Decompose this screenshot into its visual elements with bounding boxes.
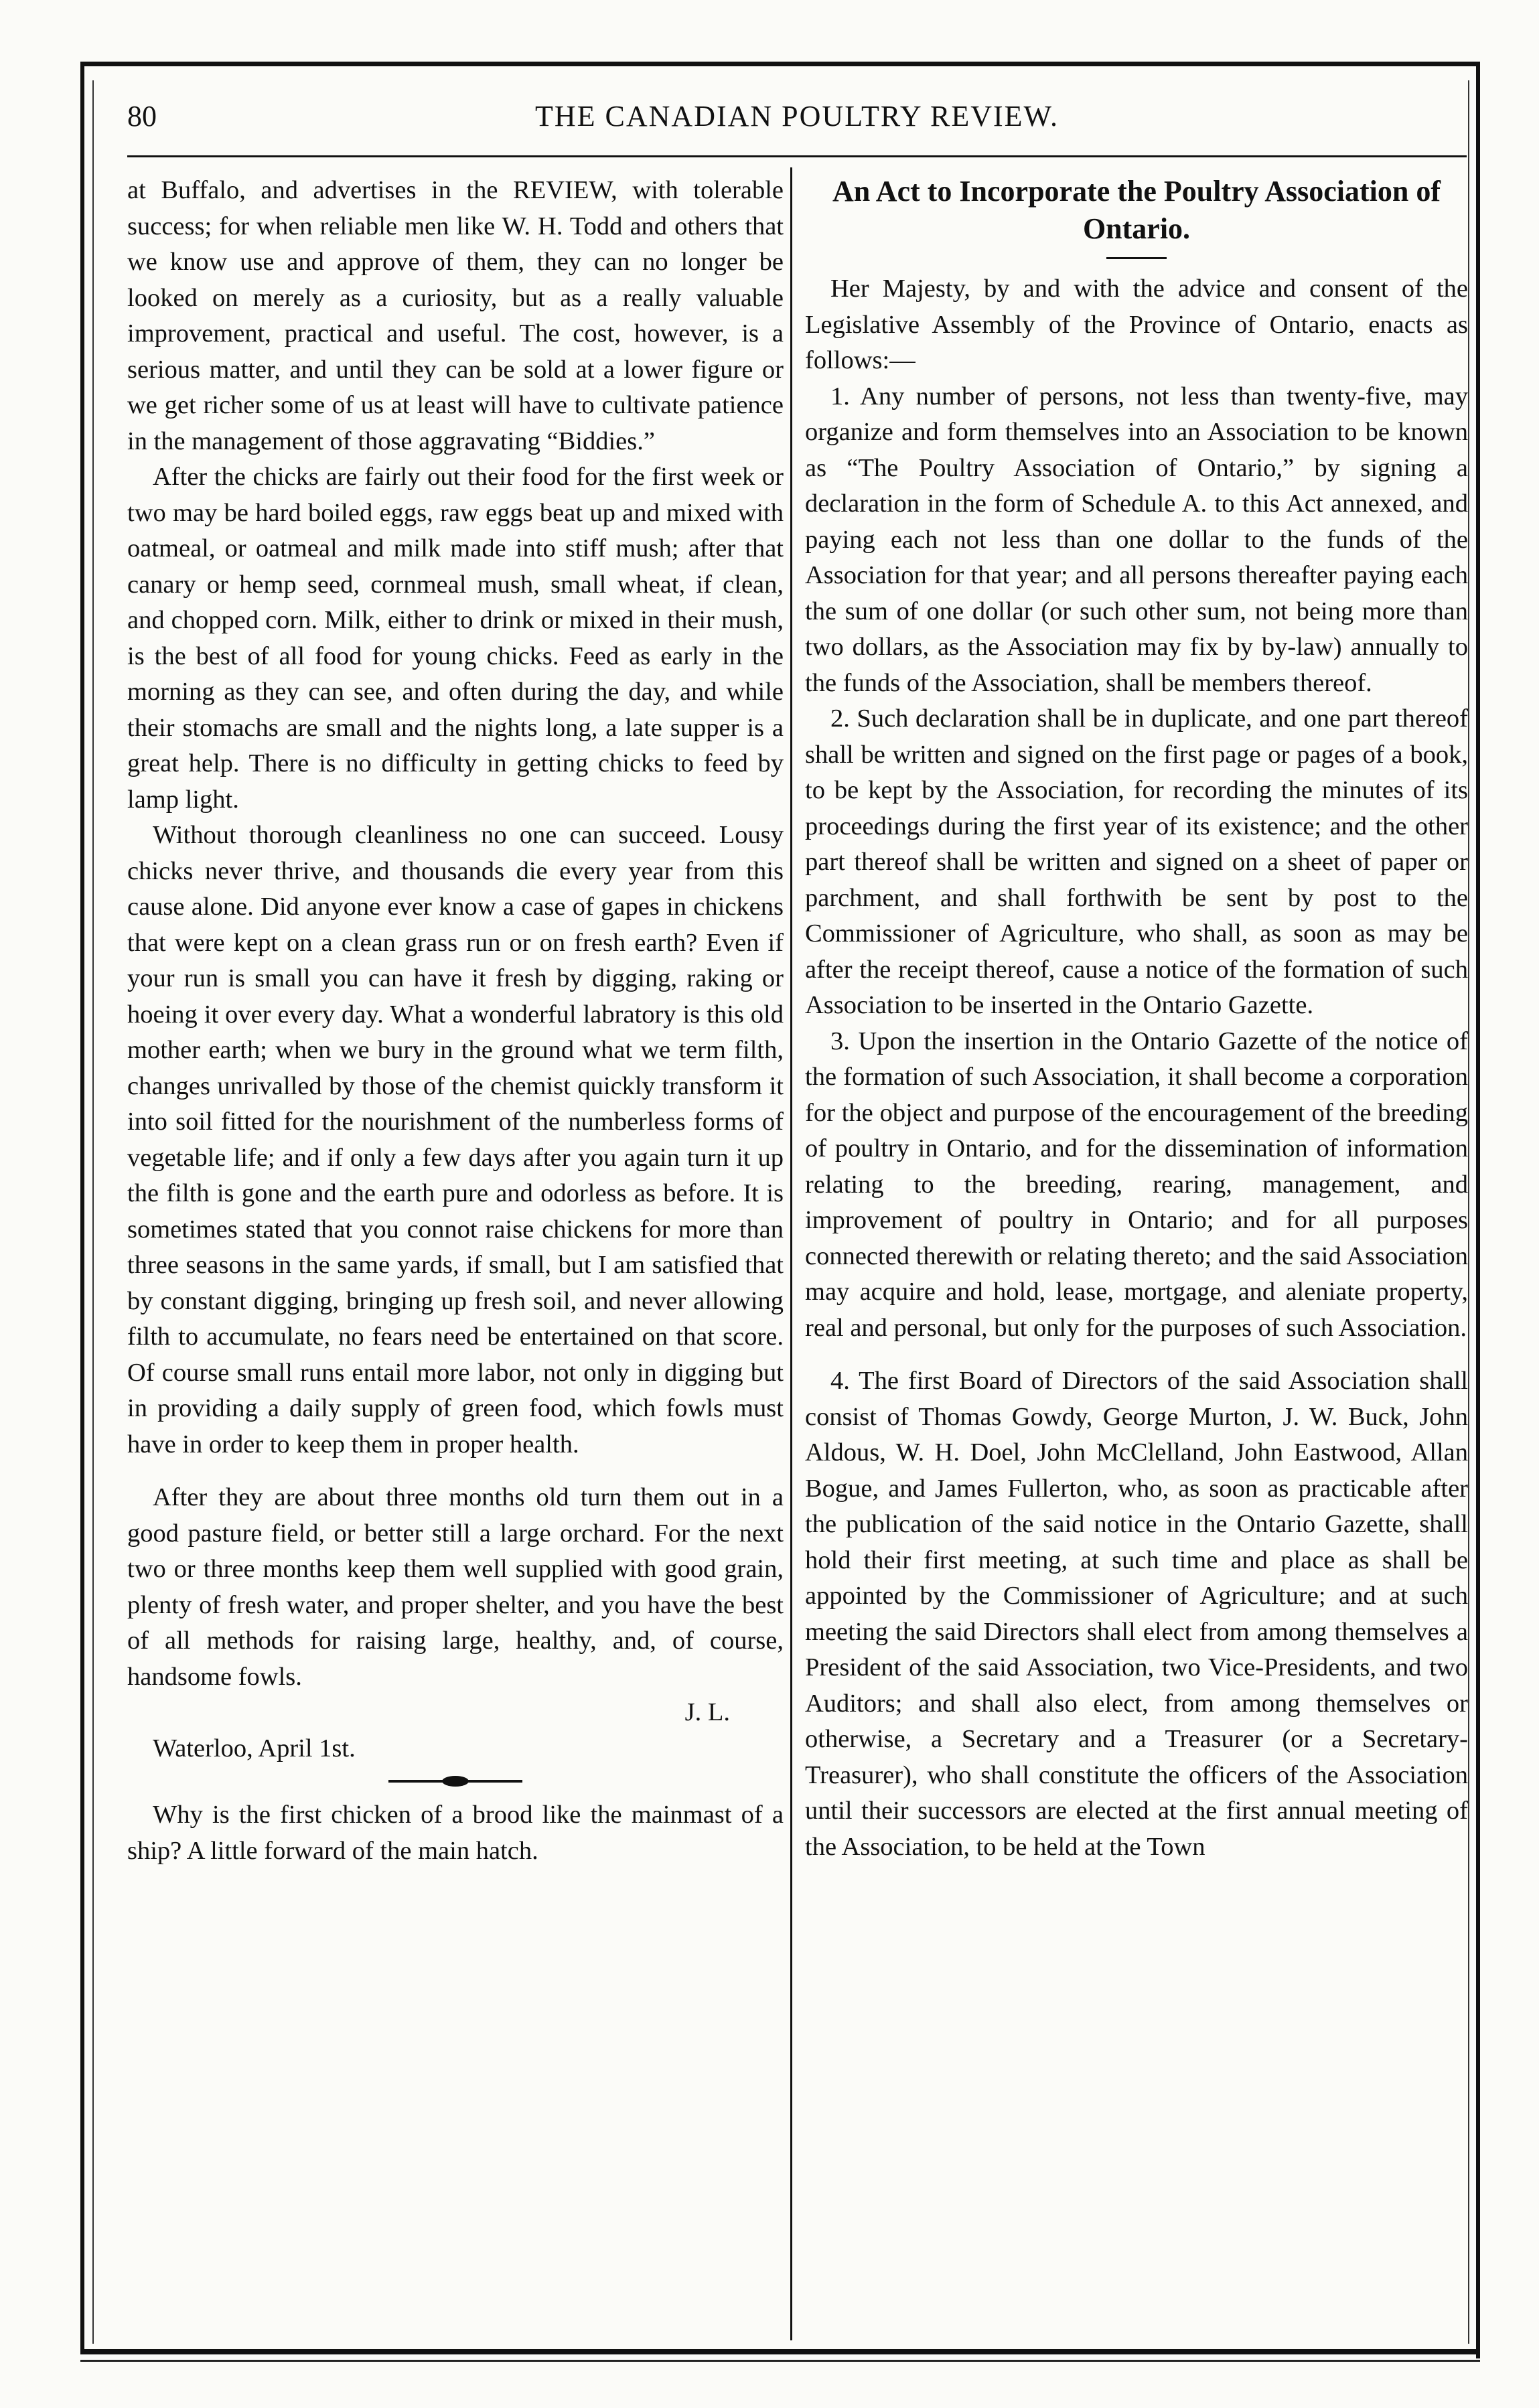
bottom-border-rule: [80, 2349, 1480, 2354]
riddle-paragraph: Why is the first chicken of a brood like the mainmast of a ship? A little forward of the main hatch.: [127, 1801, 784, 1865]
left-border-rule: [80, 62, 84, 2352]
article-paragraph: Without thorough cleanliness no one can succeed. Lousy chicks never thrive, and thousands die every year from this cause alone. Did anyone ever know a case of gapes in chickens that were kept on a clean grass run or on fresh earth? Even if your run is small you can have it fresh by digging, raking or hoeing it over every day. What a wonderful labratory is this old mother earth; when we bury in the ground what we term filth, changes unrivalled by those of the chemist quickly transform it into soil fitted for the nourishment of the numberless forms of vegetable life; and if only a few days after you again turn it up the filth is gone and the earth pure and odorless as before. It is sometimes stated that you connot raise chickens for more than three seasons in the same yards, if small, but I am satisfied that by constant digging, bringing up fresh soil, and never allowing filth to accumulate, no fears need be entertained on that score. Of course small runs entail more labor, not only in digging but in providing a daily supply of green food, which fowls must have in order to keep them in proper health.: [127, 821, 784, 1458]
paragraph-gap: [127, 1462, 784, 1480]
article-title: An Act to Incorporate the Poultry Association of Ontario.: [832, 175, 1441, 245]
act-section: 1. Any number of persons, not less than twenty-five, may organize and form themselves into an Association to be known as “The Poultry Association of Ontario,” by signing a declaration in the form of Schedule A. to this Act annexed, and paying each not less than one dollar to the funds of the Association for that year; and all persons thereafter paying each the sum of one dollar (or such other sum, not being more than two dollars, as the Association may fix by by-law) annually to the funds of the Association, shall be members thereof.: [805, 382, 1468, 697]
act-paragraph: Her Majesty, by and with the advice and consent of the Legislative Assembly of the Province of Ontario, enacts as follows:—: [805, 275, 1468, 374]
right-column: [805, 173, 1468, 1865]
article-paragraph: at Buffalo, and advertises in the REVIEW, with tolerable success; for when reliable men like W. H. Todd and others that we know use and approve of them, they can no longer be looked on merely as a curiosity, but as a really valuable improvement, practical and useful. The cost, however, is a serious matter, and until they can be sold at a lower figure or we get richer some of us at least will have to cultivate patience in the management of those aggravating “Biddies.”: [127, 176, 784, 455]
bottom-thin-rule: [80, 2360, 1480, 2362]
article-paragraph: After they are about three months old turn them out in a good pasture field, or better still a large orchard. For the next two or three months keep them well supplied with good grain, plenty of fresh water, and proper shelter, and you have the best of all methods for raising large, healthy, and, of course, handsome fowls.: [127, 1483, 784, 1691]
author-signature: J. L.: [684, 1698, 730, 1726]
top-border-rule: [80, 62, 1480, 66]
running-head: THE CANADIAN POULTRY REVIEW.: [535, 100, 1059, 133]
act-section: 2. Such declaration shall be in duplicate, and one part thereof shall be written and signed on the first page or pages of a book, to be kept by the Association, for recording the minutes of its proceedings during the first year of its existence; and the other part thereof shall be written and signed on a sheet of paper or parchment, and shall forthwith be sent by post to the Commissioner of Agriculture, who shall, as soon as may be after the receipt thereof, cause a notice of the formation of such Association to be inserted in the Ontario Gazette.: [805, 704, 1468, 1019]
right-border-rule: [1476, 62, 1480, 2358]
paragraph-gap: [805, 1346, 1468, 1363]
left-inner-rule: [92, 80, 94, 2344]
article-paragraph: After the chicks are fairly out their food for the first week or two may be hard boiled eggs, raw eggs beat up and mixed with oatmeal, or oatmeal and milk made into stiff mush; after that canary or hemp seed, cornmeal mush, small wheat, if clean, and chopped corn. Milk, either to drink or mixed in their mush, is the best of all food for young chicks. Feed as early in the morning as they can see, and often during the day, and while their stomachs are small and the nights long, a late supper is a great help. There is no difficulty in getting chicks to feed by lamp light.: [127, 463, 784, 814]
left-column: [127, 173, 784, 1869]
place-date-line: Waterloo, April 1st.: [153, 1734, 356, 1762]
ornamental-divider: [388, 1780, 522, 1783]
page-header: [127, 94, 1467, 147]
title-rule: [1106, 257, 1167, 259]
page-number: 80: [127, 100, 157, 133]
right-inner-rule: [1468, 80, 1469, 2344]
column-divider: [790, 167, 792, 2340]
header-rule: [127, 155, 1467, 157]
act-section: 4. The first Board of Directors of the said Association shall consist of Thomas Gowdy, George Murton, J. W. Buck, John Aldous, W. H. Doel, John McClelland, John Eastwood, Allan Bogue, and James Fullerton, who, as soon as practicable after the publication of the said notice in the Ontario Gazette, shall hold their first meeting, at such time and place as shall be appointed by the Commissioner of Agriculture; and at such meeting the said Directors shall elect from among themselves a President of the said Association, two Vice-Presidents, and two Auditors; and shall also elect, from among themselves or otherwise, a Secretary and a Treasurer (or a Secretary-Treasurer), who shall constitute the officers of the Association until their successors are elected at the first annual meeting of the Association, to be held at the Town: [805, 1367, 1468, 1861]
act-section: 3. Upon the insertion in the Ontario Gazette of the notice of the formation of such Association, it shall become a corporation for the object and purpose of the encouragement of the breeding of poultry in Ontario, and for the dissemination of information relating to the breeding, rearing, management, and improvement of poultry in Ontario; and for all purposes connected therewith or relating thereto; and the said Association may acquire and hold, lease, mortgage, and aleniate property, real and personal, but only for the purposes of such Association.: [805, 1027, 1468, 1342]
